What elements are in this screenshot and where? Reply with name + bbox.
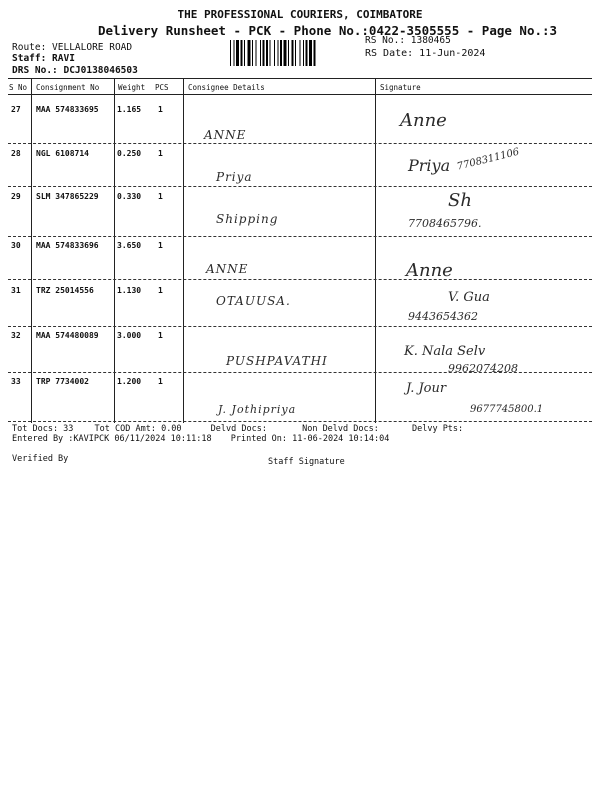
- handwritten-consignee: PUSHPAVATHI: [226, 354, 328, 368]
- handwritten-phone: 7708465796.: [408, 217, 482, 230]
- row-sno: 31: [11, 286, 21, 295]
- handwritten-phone: 9443654362: [408, 310, 478, 323]
- col-header-signature: Signature: [380, 83, 421, 92]
- barcode-bar: [303, 40, 304, 66]
- runsheet-table: [8, 78, 592, 423]
- row-sno: 28: [11, 149, 21, 158]
- row-consignment: MAA 574833696: [36, 241, 99, 250]
- handwritten-signature: J. Jour: [406, 381, 447, 396]
- row-pcs: 1: [158, 192, 163, 201]
- row-separator: [8, 372, 592, 373]
- row-sno: 33: [11, 377, 21, 386]
- barcode-bar: [266, 40, 268, 66]
- row-weight: 0.250: [117, 149, 142, 158]
- company-title: THE PROFESSIONAL COURIERS, COIMBATORE: [177, 8, 423, 21]
- drs-number: DRS No.: DCJ0138046503: [12, 65, 138, 76]
- total-cod-amount: Tot COD Amt: 0.00: [94, 424, 182, 434]
- row-pcs: 1: [158, 377, 163, 386]
- entered-by: Entered By :KAVIPCK 06/11/2024 10:11:18: [12, 434, 212, 444]
- handwritten-consignee: Shipping: [216, 212, 279, 226]
- footer-audit: [12, 434, 389, 444]
- handwritten-consignee: Priya: [216, 170, 253, 184]
- barcode-bar: [256, 40, 257, 66]
- row-separator: [8, 236, 592, 237]
- table-header-rule: [8, 94, 592, 95]
- barcode-bar: [236, 40, 239, 66]
- row-weight: 1.130: [117, 286, 142, 295]
- barcode-bar: [244, 40, 245, 66]
- col-header-sno: S No: [9, 83, 28, 92]
- row-pcs: 1: [158, 241, 163, 250]
- rs-date: RS Date: 11-Jun-2024: [365, 48, 486, 59]
- barcode-bar: [284, 40, 287, 66]
- barcode-bar: [292, 40, 294, 66]
- row-pcs: 1: [158, 149, 163, 158]
- handwritten-signature: Anne: [406, 260, 453, 281]
- barcode-bar: [263, 40, 265, 66]
- delivery-points: Delvy Pts:: [411, 424, 464, 434]
- barcode-bar: [280, 40, 282, 66]
- barcode-bar: [248, 40, 251, 66]
- row-separator: [8, 279, 592, 280]
- row-consignment: MAA 574833695: [36, 105, 99, 114]
- handwritten-signature: V. Gua: [448, 290, 490, 305]
- delivered-docs: Delvd Docs:: [210, 424, 267, 434]
- barcode-bar: [274, 40, 275, 66]
- row-separator: [8, 186, 592, 187]
- row-weight: 3.000: [117, 331, 142, 340]
- barcode-bar: [278, 40, 279, 66]
- barcode-bar: [300, 40, 301, 66]
- total-docs: Tot Docs: 33: [12, 424, 74, 434]
- row-consignment: MAA 574480089: [36, 331, 99, 340]
- barcode-bar: [270, 40, 271, 66]
- barcode-bar: [260, 40, 261, 66]
- row-consignment: TRP 7734002: [36, 377, 89, 386]
- handwritten-phone: 9962074208: [448, 362, 518, 375]
- footer-totals: [12, 424, 463, 434]
- barcode-bar: [241, 40, 243, 66]
- row-pcs: 1: [158, 105, 163, 114]
- row-weight: 0.330: [117, 192, 142, 201]
- row-separator: [8, 143, 592, 144]
- row-sno: 32: [11, 331, 21, 340]
- non-delivered-docs: Non Delvd Docs:: [302, 424, 379, 434]
- row-sno: 27: [11, 105, 21, 114]
- handwritten-consignee: OTAUUSA.: [216, 294, 291, 308]
- handwritten-phone: 9677745800.1: [470, 404, 544, 415]
- staff-label: Staff: RAVI: [12, 53, 75, 64]
- barcode-bar: [309, 40, 312, 66]
- col-header-pcs: PCS: [155, 83, 169, 92]
- barcode-bar: [314, 40, 316, 66]
- staff-signature-label: Staff Signature: [268, 457, 345, 467]
- handwritten-signature: Sh: [448, 190, 472, 211]
- barcode-bar: [234, 40, 235, 66]
- printed-on: Printed On: 11-06-2024 10:14:04: [230, 434, 390, 444]
- verified-by-label: Verified By: [12, 454, 69, 464]
- col-header-weight: Weight: [118, 83, 146, 92]
- runsheet-title: Delivery Runsheet - PCK - Phone No.:0422-3505555 - Page No.:3: [98, 23, 558, 38]
- row-consignment: NGL 6108714: [36, 149, 89, 158]
- table-bottom-rule: [8, 421, 592, 422]
- barcode-bar: [295, 40, 296, 66]
- handwritten-signature: K. Nala Selv: [404, 344, 486, 359]
- route-label: Route: VELLALORE ROAD: [12, 42, 133, 53]
- handwritten-consignee: ANNE: [204, 128, 247, 142]
- row-sno: 29: [11, 192, 21, 201]
- barcode-bar: [288, 40, 289, 66]
- table-top-rule: [8, 78, 592, 79]
- handwritten-signature: Anne: [400, 110, 447, 131]
- handwritten-phone: 7708311106: [456, 146, 521, 173]
- handwritten-consignee: ANNE: [206, 262, 249, 276]
- row-consignment: SLM 347865229: [36, 192, 99, 201]
- row-sno: 30: [11, 241, 21, 250]
- handwritten-consignee: J. Jothipriya: [218, 403, 297, 416]
- row-pcs: 1: [158, 286, 163, 295]
- barcode-bar: [306, 40, 308, 66]
- barcode-bar: [252, 40, 253, 66]
- barcode: [230, 40, 360, 66]
- rs-number: RS No.: 1380465: [365, 35, 451, 46]
- row-consignment: TRZ 25014556: [36, 286, 94, 295]
- barcode-bar: [230, 40, 231, 66]
- col-header-consignment: Consignment No: [36, 83, 100, 92]
- row-weight: 1.165: [117, 105, 142, 114]
- row-weight: 1.200: [117, 377, 142, 386]
- handwritten-signature: Priya: [408, 156, 451, 175]
- row-pcs: 1: [158, 331, 163, 340]
- col-header-consignee: Consignee Details: [188, 83, 265, 92]
- row-separator: [8, 326, 592, 327]
- row-weight: 3.650: [117, 241, 142, 250]
